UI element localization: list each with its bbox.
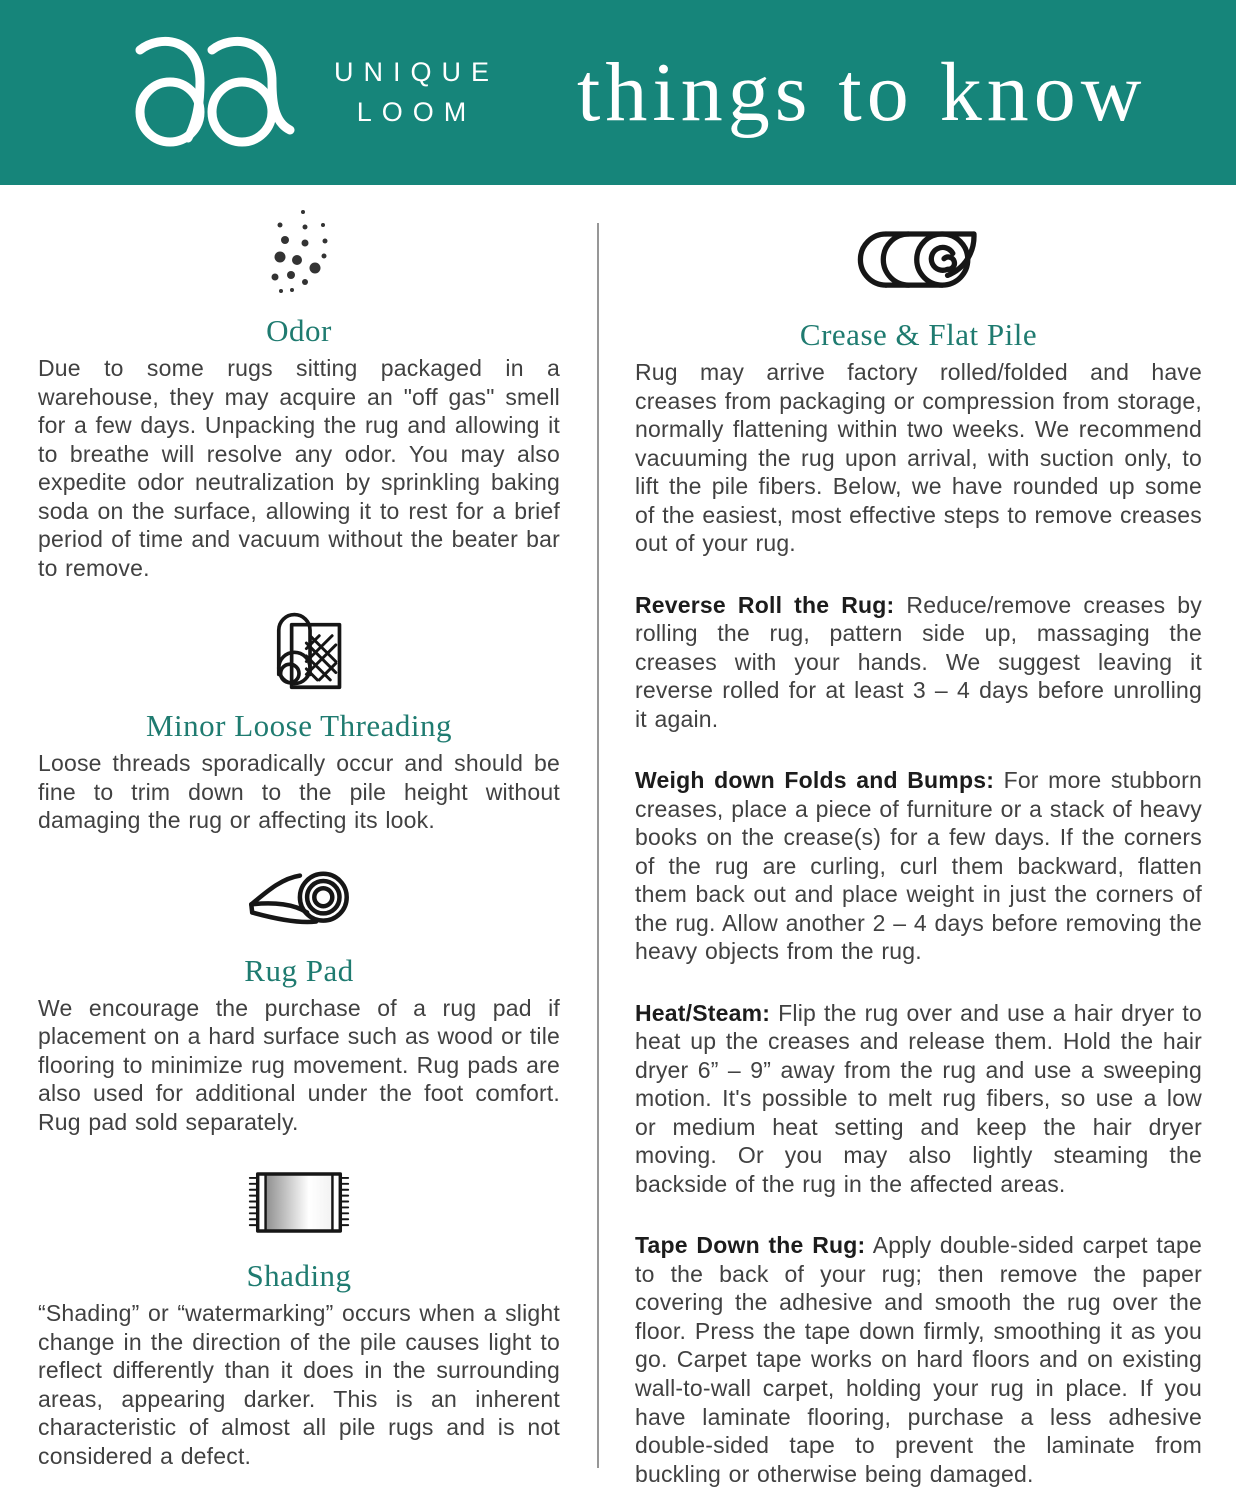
section-heading: Odor: [266, 313, 332, 348]
brand-line2: LOOM: [356, 96, 477, 127]
section-loose-threading: [38, 606, 560, 835]
tip-tape-down: [635, 1231, 1202, 1488]
section-heading: Crease & Flat Pile: [799, 317, 1038, 352]
tip-label: Tape Down the Rug:: [635, 1232, 866, 1259]
tip-label: Heat/Steam:: [635, 999, 771, 1026]
odor-sprinkle-dots-icon: [268, 205, 330, 297]
page-title: things to know: [577, 46, 1147, 139]
section-heading: Rug Pad: [244, 952, 354, 988]
banner: [0, 0, 1236, 185]
rolled-rug-spiral-icon: [846, 227, 991, 293]
tip-label: Reverse Roll the Rug:: [635, 591, 895, 618]
section-heading: Shading: [246, 1258, 352, 1294]
tip-weigh-down: [635, 766, 1202, 966]
section-shading: [38, 1166, 560, 1470]
section-body: Due to some rugs sitting packaged in a warehouse, they may acquire an "off gas" smell for a few days. Unpacking the rug and allowing it to breathe will resolve any odor. You may also expedite odor neutralization by sprinkling baking soda on the surface, allowing it to rest for a brief period of time and vacuum without the beater bar to remove.: [38, 355, 560, 581]
tip-heat-steam: [635, 999, 1202, 1199]
section-body: Rug may arrive factory rolled/folded and have creases from packaging or compression from storage, normally flattening within two weeks. We recommend vacuuming the rug upon arrival, with suction only, to lift the pile fibers. Below, we have rounded up some of the easiest, most effective steps to remove creases out of your rug.: [635, 359, 1202, 557]
logo-glyph-icon: [118, 34, 308, 152]
tip-body: For more stubborn creases, place a piece of furniture or a stack of heavy books on the crease(s) for a few days. If the corners of the rug are curling, curl them backward, flatten them back out and place weight in just the corners of the rug. Allow another 2 – 4 days before removing the heavy objects from the rug.: [635, 767, 1202, 965]
section-heading: Minor Loose Threading: [145, 708, 453, 744]
section-body: We encourage the purchase of a rug pad if placement on a hard surface such as wood or tile flooring to minimize rug movement. Rug pads are also used for additional under the foot comfort. Rug pad sold separately.: [38, 994, 560, 1135]
left-column: [0, 185, 597, 1500]
content-columns: [0, 185, 1236, 1500]
section-body: Loose threads sporadically occur and should be fine to trim down to the pile height without damaging the rug or affecting its look.: [38, 750, 560, 834]
brand-line1: UNIQUE: [334, 57, 500, 88]
section-rug-pad: [38, 863, 560, 1137]
section-crease-flat-pile: [635, 227, 1202, 558]
brand-name: [334, 53, 499, 131]
right-column: [599, 185, 1236, 1500]
section-odor: [38, 205, 560, 582]
tip-label: Weigh down Folds and Bumps:: [635, 767, 995, 794]
tip-body: Reduce/remove creases by rolling the rug, pattern side up, massaging the creases with your hands. We suggest leaving it reverse rolled for at least 3 – 4 days before unrolling it again.: [635, 591, 1202, 732]
rug-pad-roll-icon: [239, 863, 359, 935]
tip-body: Apply double-sided carpet tape to the back of your rug; then remove the paper covering the adhesive and smooth the rug over the floor. Press the tape down firmly, smoothing it as you go. Carpet tape works on hard floors and on existing wall-to-wall carpet, holding your rug in place. If you have laminate flooring, purchase a less adhesive double-sided tape to prevent the laminate from buckling or otherwise being damaged.: [635, 1232, 1202, 1487]
unique-loom-logo-icon: [118, 34, 499, 152]
tip-reverse-roll: [635, 591, 1202, 734]
section-body: “Shading” or “watermarking” occurs when a slight change in the direction of the pile causes light to reflect differently than it does in the surrounding areas, appearing darker. This is an inherent characteristic of almost all pile rugs and is not considered a defect.: [38, 1300, 560, 1469]
tip-body: Flip the rug over and use a hair dryer to heat up the creases and release them. Hold the hair dryer 6” – 9” away from the rug and use a sweeping motion. It's possible to melt rug fibers, so use a low or medium heat setting and keep the hair dryer moving. Or you may also lightly steaming the backside of the rug in the affected areas.: [635, 999, 1202, 1197]
rolled-rug-crosshatch-icon: [253, 606, 345, 694]
fringed-rug-gradient-icon: [240, 1166, 358, 1240]
